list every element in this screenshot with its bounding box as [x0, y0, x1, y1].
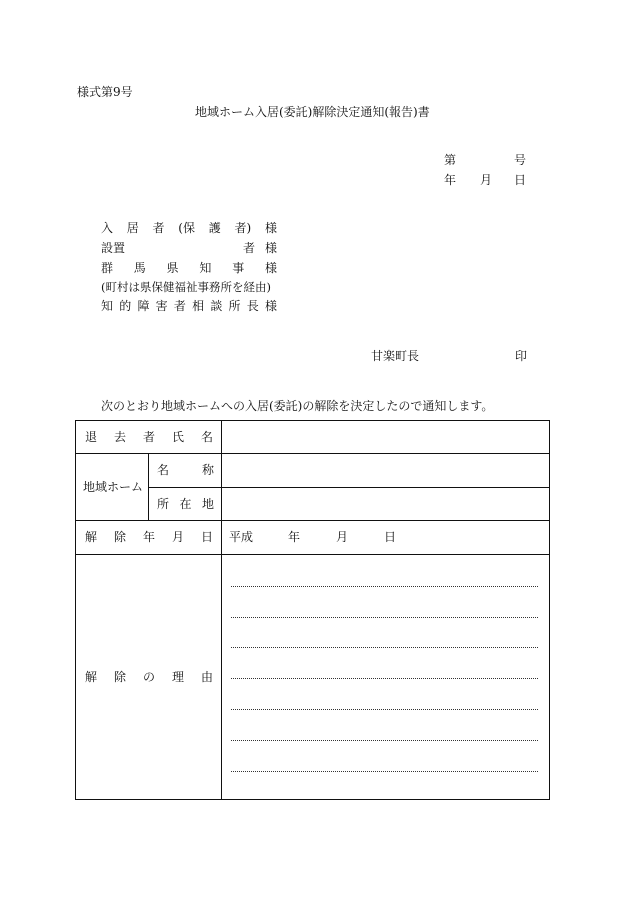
recipient-line: 入 居 者 (保 護 者) 様: [101, 221, 277, 235]
date-label: 解 除 年 月 日: [85, 530, 213, 544]
recipient-line: 設 置 者 様: [101, 241, 277, 255]
date-year: 年: [444, 173, 457, 187]
reason-line: [231, 709, 538, 710]
home-address-label: 所 在 地: [157, 497, 214, 511]
recipient-note: (町村は県保健福祉事務所を経由): [101, 280, 271, 294]
reason-label: 解 除 の 理 由: [85, 670, 213, 684]
doc-number-prefix: 第: [444, 153, 457, 167]
document-title: 地域ホーム入居(委託)解除決定通知(報告)書: [195, 105, 430, 119]
recipient-line: 群 馬 県 知 事 様: [101, 261, 277, 275]
date-field-day: 日: [384, 530, 397, 544]
home-name-label: 名 称: [157, 463, 214, 477]
leaver-name-label: 退 去 者 氏 名: [85, 430, 213, 444]
date-field-year: 年: [288, 530, 301, 544]
doc-number-suffix: 号: [514, 153, 527, 167]
date-era: 平成: [229, 530, 254, 544]
reason-line: [231, 678, 538, 679]
recipient-line: 知 的 障 害 者 相 談 所 長 様: [101, 299, 277, 313]
reason-line: [231, 647, 538, 648]
reason-line: [231, 586, 538, 587]
home-name-field[interactable]: [222, 454, 549, 486]
reason-line: [231, 740, 538, 741]
sender-title: 甘楽町長: [371, 349, 420, 363]
home-label: 地域ホーム: [83, 480, 144, 494]
reason-line: [231, 771, 538, 772]
home-address-field[interactable]: [222, 488, 549, 520]
date-day: 日: [514, 173, 527, 187]
table-border: [75, 420, 76, 800]
table-border: [549, 420, 550, 800]
leaver-name-field[interactable]: [222, 421, 549, 453]
reason-field[interactable]: [222, 555, 549, 799]
table-rule: [148, 453, 149, 520]
body-text: 次のとおり地域ホームへの入居(委託)の解除を決定したので通知します。: [101, 399, 494, 413]
date-field-month: 月: [336, 530, 349, 544]
seal-mark: 印: [515, 349, 528, 363]
table-rule: [75, 520, 550, 521]
date-month: 月: [480, 173, 493, 187]
form-number: 様式第9号: [77, 85, 133, 99]
table-border: [75, 799, 550, 800]
reason-line: [231, 617, 538, 618]
